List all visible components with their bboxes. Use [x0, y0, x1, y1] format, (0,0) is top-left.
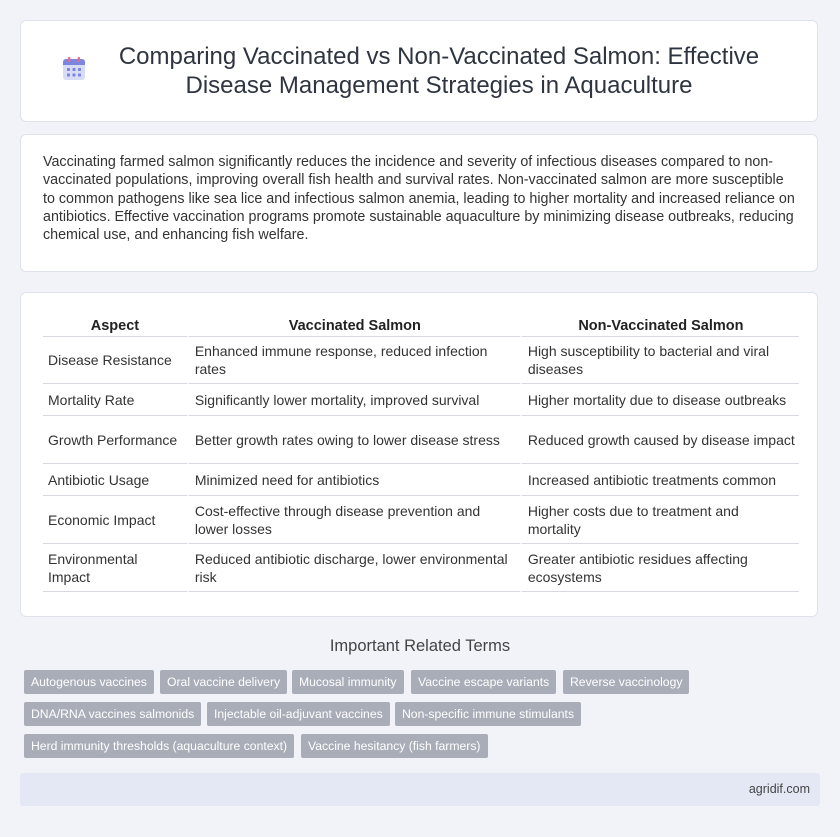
- related-terms-heading: Important Related Terms: [329, 637, 511, 655]
- table-cell-non-vaccinated: Higher costs due to treatment and mortality: [520, 496, 799, 544]
- table-cell-non-vaccinated: Reduced growth caused by disease impact: [520, 416, 799, 464]
- table-cell-aspect: Economic Impact: [43, 496, 187, 544]
- column-header-aspect: Aspect: [43, 315, 187, 337]
- table-cell-aspect: Mortality Rate: [43, 384, 187, 416]
- table-cell-non-vaccinated: Higher mortality due to disease outbreaks: [520, 384, 799, 416]
- table-cell-non-vaccinated: Increased antibiotic treatments common: [520, 464, 799, 496]
- table-cell-vaccinated: Better growth rates owing to lower disease stress: [187, 416, 520, 464]
- column-header-non-vaccinated: Non-Vaccinated Salmon: [520, 315, 799, 337]
- column-header-vaccinated: Vaccinated Salmon: [187, 315, 520, 337]
- related-term-tag[interactable]: DNA/RNA vaccines salmonids: [24, 702, 201, 726]
- related-term-tag[interactable]: Injectable oil-adjuvant vaccines: [207, 702, 390, 726]
- title-card: [20, 20, 818, 122]
- related-term-tag[interactable]: Vaccine escape variants: [411, 670, 556, 694]
- calendar-icon: [61, 56, 87, 82]
- related-term-tag[interactable]: Mucosal immunity: [292, 670, 404, 694]
- related-term-tag[interactable]: Non-specific immune stimulants: [395, 702, 581, 726]
- table-row: [43, 496, 799, 544]
- intro-paragraph: Vaccinating farmed salmon significantly reduces the incidence and severity of infectious diseases compared to non-vaccinated populations, improving overall fish health and survival rates. Non-vaccinated salmon are more susceptible to common pathogens like sea lice and infectious salmon anemia, leading to higher mortality and increased reliance on antibiotics. Effective vaccination programs promote sustainable aquaculture by minimizing disease outbreaks, reducing chemical use, and enhancing fish welfare.: [43, 154, 795, 244]
- table-cell-vaccinated: Reduced antibiotic discharge, lower environmental risk: [187, 544, 520, 592]
- table-cell-vaccinated: Significantly lower mortality, improved survival: [187, 384, 520, 416]
- table-row: [43, 337, 799, 384]
- table-row: [43, 384, 799, 416]
- intro-card: [20, 134, 818, 272]
- related-term-tag[interactable]: Reverse vaccinology: [563, 670, 689, 694]
- table-cell-vaccinated: Enhanced immune response, reduced infection rates: [187, 337, 520, 384]
- comparison-table: [43, 315, 799, 592]
- table-cell-vaccinated: Minimized need for antibiotics: [187, 464, 520, 496]
- table-row: [43, 416, 799, 464]
- table-header-row: [43, 315, 799, 337]
- comparison-card: [20, 292, 818, 617]
- table-row: [43, 464, 799, 496]
- related-term-tag[interactable]: Autogenous vaccines: [24, 670, 154, 694]
- table-row: [43, 544, 799, 592]
- table-cell-vaccinated: Cost-effective through disease prevention and lower losses: [187, 496, 520, 544]
- related-term-tag[interactable]: Herd immunity thresholds (aquaculture context): [24, 734, 294, 758]
- table-cell-aspect: Environmental Impact: [43, 544, 187, 592]
- table-cell-aspect: Antibiotic Usage: [43, 464, 187, 496]
- table-cell-aspect: Growth Performance: [43, 416, 187, 464]
- page-title: Comparing Vaccinated vs Non-Vaccinated Salmon: Effective Disease Management Strategies in Aquaculture: [118, 43, 760, 99]
- table-cell-aspect: Disease Resistance: [43, 337, 187, 384]
- table-cell-non-vaccinated: High susceptibility to bacterial and viral diseases: [520, 337, 799, 384]
- related-term-tag[interactable]: Vaccine hesitancy (fish farmers): [301, 734, 488, 758]
- table-cell-non-vaccinated: Greater antibiotic residues affecting ecosystems: [520, 544, 799, 592]
- footer-site-link[interactable]: agridif.com: [748, 782, 810, 796]
- related-term-tag[interactable]: Oral vaccine delivery: [160, 670, 287, 694]
- footer-bar: [20, 773, 820, 806]
